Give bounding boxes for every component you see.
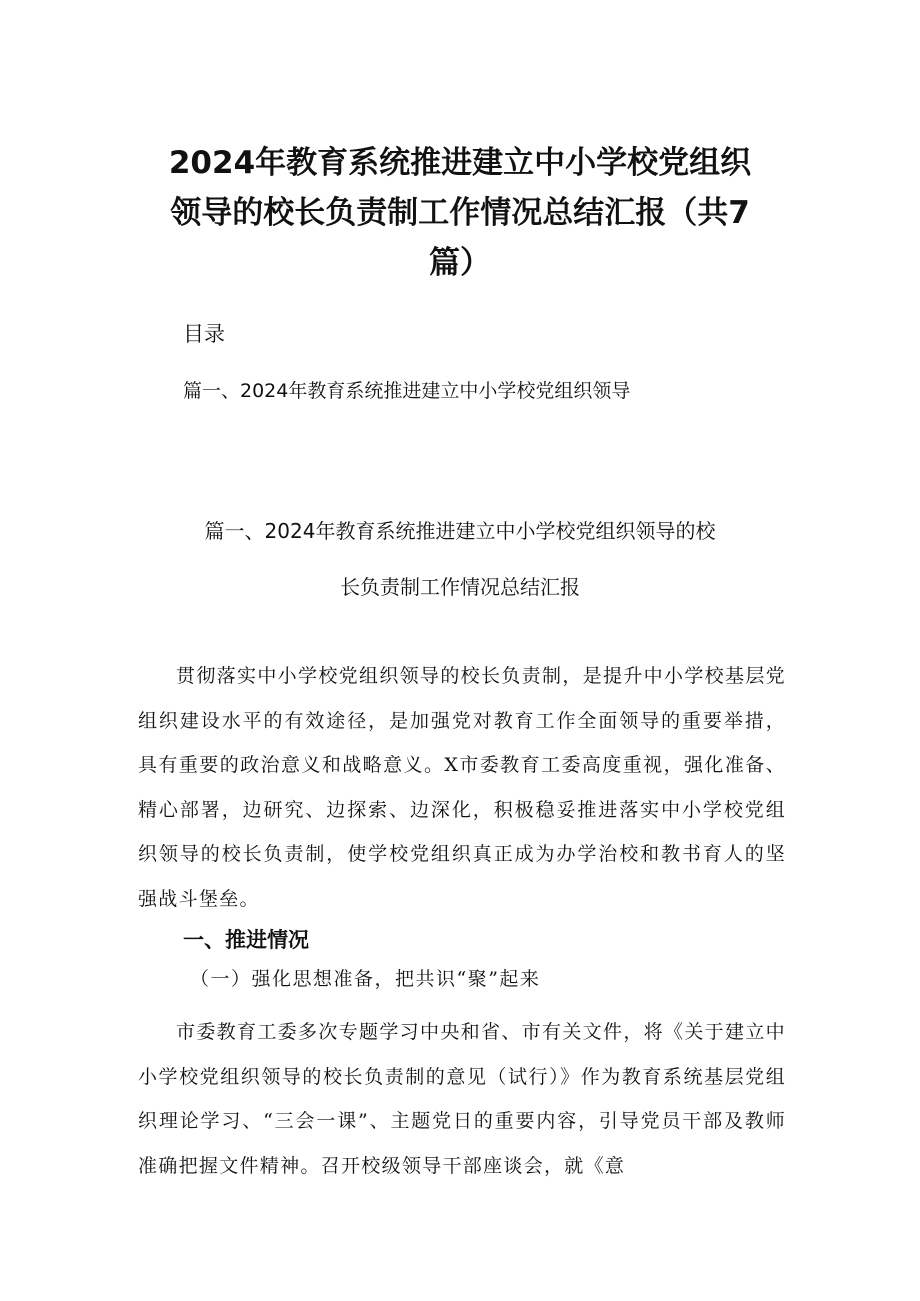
body-paragraph-2: 市委教育工委多次专题学习中央和省、市有关文件，将《关于建立中小学校党组织领导的校长负责制的意见（试行）》作为教育系统基层党组织理论学习、“三会一课”、主题党日的重要内容，引导党员干部及教师准确把握文件精神。召开校级领导干部座谈会，就《意 — [138, 1021, 786, 1177]
heading-1: 一、推进情况 — [183, 928, 309, 952]
body-paragraph-1-block — [138, 654, 786, 921]
title-line-2: 领导的校长负责制工作情况总结汇报（共7 — [170, 195, 750, 231]
document-title — [150, 138, 770, 288]
toc-label: 目录 — [183, 322, 225, 346]
body-paragraph-2-block — [138, 1010, 786, 1188]
toc-item-1[interactable]: 篇一、2024年教育系统推进建立中小学校党组织领导 — [183, 380, 631, 402]
title-line-3: 篇） — [429, 245, 491, 281]
subheading-1: （一）强化思想准备，把共识“聚”起来 — [190, 968, 541, 990]
section-title-line-1: 篇一、2024年教育系统推进建立中小学校党组织领导的校 — [204, 519, 716, 543]
title-line-1: 2024年教育系统推进建立中小学校党组织 — [168, 145, 752, 181]
section-title-line-2: 长负责制工作情况总结汇报 — [340, 575, 580, 599]
body-paragraph-1: 贯彻落实中小学校党组织领导的校长负责制，是提升中小学校基层党组织建设水平的有效途径，是加强党对教育工作全面领导的重要举措，具有重要的政治意义和战略意义。X市委教育工委高度重视，强化准备、精心部署，边研究、边探索、边深化，积极稳妥推进落实中小学校党组织领导的校长负责制，使学校党组织真正成为办学治校和教书育人的坚强战斗堡垒。 — [138, 665, 786, 910]
section-title — [150, 503, 770, 615]
